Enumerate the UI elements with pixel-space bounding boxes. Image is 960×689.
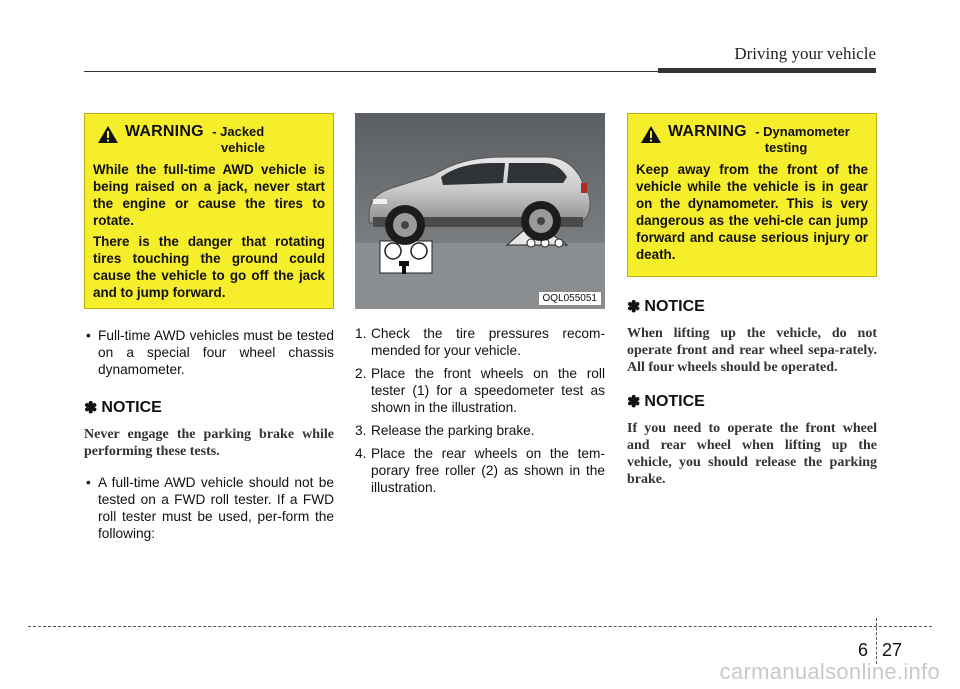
step-text: Release the parking brake. xyxy=(371,423,535,438)
figure-code-label: OQL055051 xyxy=(538,291,603,306)
warning-subject: - Dynamometer xyxy=(755,124,850,139)
warning-subject-cont: testing xyxy=(764,140,808,155)
notice-body: If you need to operate the front wheel and rear wheel when lifting up the vehicle, you should release the parking brake. xyxy=(627,421,877,487)
footer-divider xyxy=(876,618,877,664)
notice-body: Never engage the parking brake while performing these tests. xyxy=(84,427,334,459)
step-number: 2. xyxy=(355,366,367,381)
warning-triangle-icon xyxy=(640,125,662,149)
warning-triangle-icon xyxy=(97,125,119,149)
car-illustration-svg xyxy=(355,113,605,309)
notice-label: NOTICE xyxy=(644,393,705,410)
footer-rule xyxy=(28,626,932,627)
step-number: 3. xyxy=(355,423,367,438)
notice-label: NOTICE xyxy=(644,298,705,315)
notice-label: NOTICE xyxy=(101,399,162,416)
column-left xyxy=(84,113,334,542)
warning-subject: - Jacked xyxy=(212,124,265,139)
warning-paragraph: While the full-time AWD vehicle is being raised on a jack, never start the engine or cause the tires to rotate. xyxy=(93,162,325,228)
step-item xyxy=(355,445,605,496)
warning-box-jacked-vehicle xyxy=(84,113,334,309)
notice-asterisk-icon: ✽ xyxy=(627,394,641,411)
warning-word: WARNING xyxy=(668,123,747,140)
page-header-title: Driving your vehicle xyxy=(734,44,876,63)
page-number: 27 xyxy=(882,640,903,660)
notice-heading xyxy=(84,398,334,418)
warning-word: WARNING xyxy=(125,123,204,140)
step-text: Check the tire pressures recom-mended for your vehicle. xyxy=(371,326,605,358)
column-right xyxy=(627,113,877,488)
bullet-item: • A full-time AWD vehicle should not be tested on a FWD roll tester. If a FWD roll tester must be used, per-form the following: xyxy=(84,474,334,542)
warning-paragraph: Keep away from the front of the vehicle while the vehicle is in gear on the dynamometer. This is very dangerous as the vehi-cle can jump forward and cause serious injury or death. xyxy=(636,162,868,262)
notice-heading xyxy=(627,297,877,317)
column-middle xyxy=(355,113,605,502)
car-on-dynamometer-illustration xyxy=(355,113,605,309)
step-text: Place the rear wheels on the tem-porary free roller (2) as shown in the illustration. xyxy=(371,446,605,495)
warning-box-dynamometer-testing xyxy=(627,113,877,277)
step-number: 4. xyxy=(355,446,367,461)
header-rule-accent xyxy=(658,68,876,73)
step-number: 1. xyxy=(355,326,367,341)
step-item xyxy=(355,325,605,359)
warning-paragraph: There is the danger that rotating tires touching the ground could cause the vehicle to go off the jack and to jump forward. xyxy=(93,234,325,300)
warning-subject-cont: vehicle xyxy=(220,140,266,155)
watermark: carmanualsonline.info xyxy=(719,659,940,684)
notice-heading xyxy=(627,392,877,412)
chapter-number: 6 xyxy=(858,640,869,660)
step-item xyxy=(355,365,605,416)
notice-body: When lifting up the vehicle, do not operate front and rear wheel sepa-rately. All four wheels should be operated. xyxy=(627,326,877,375)
warning-heading xyxy=(93,123,325,157)
bullet-item: • Full-time AWD vehicles must be tested on a special four wheel chassis dynamometer. xyxy=(84,327,334,378)
step-text: Place the front wheels on the roll tester (1) for a speedometer test as shown in the illustration. xyxy=(371,366,605,415)
warning-heading xyxy=(636,123,868,157)
notice-asterisk-icon: ✽ xyxy=(627,299,641,316)
step-item xyxy=(355,422,605,439)
notice-asterisk-icon: ✽ xyxy=(84,400,98,417)
